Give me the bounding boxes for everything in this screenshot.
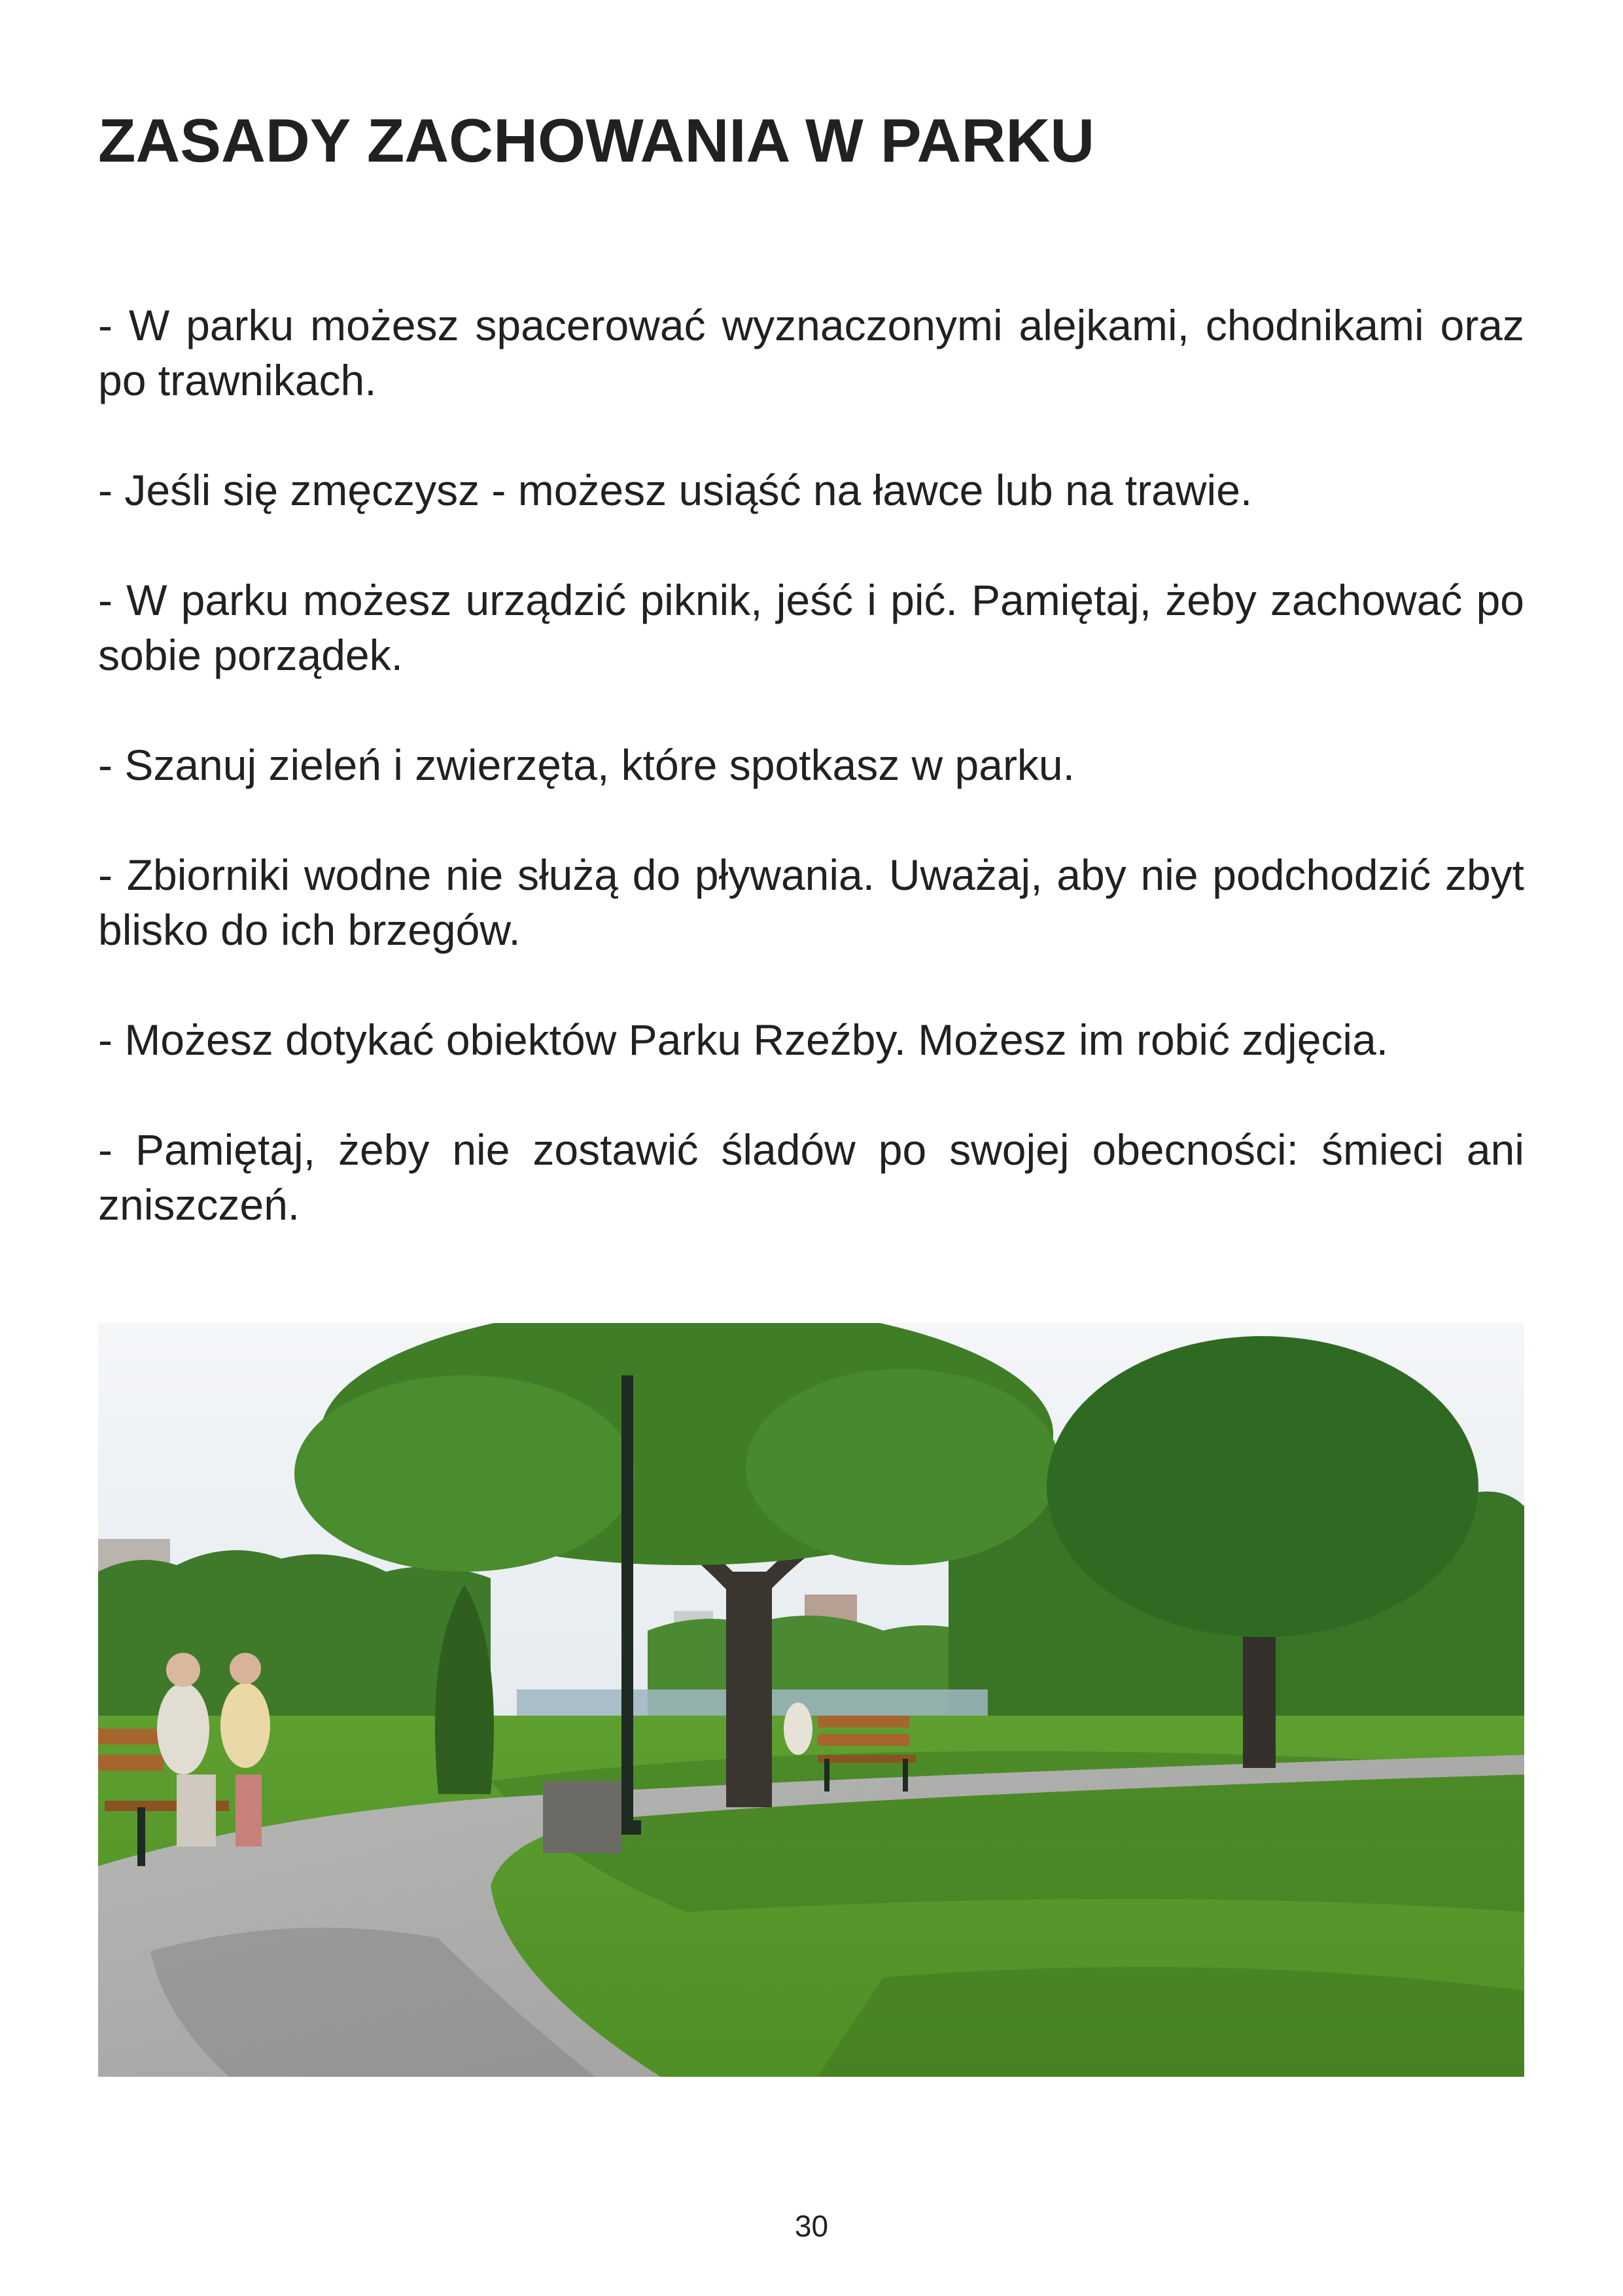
person-head (230, 1653, 261, 1684)
rule-item: - W parku możesz urządzić piknik, jeść i pić. Pamiętaj, żeby zachować po sobie porządek. (98, 576, 1524, 679)
bench-leg (903, 1759, 908, 1792)
tree-canopy (1047, 1336, 1478, 1637)
lamp-post (621, 1375, 633, 1833)
stone-bin (543, 1781, 621, 1853)
tree-canopy (294, 1375, 635, 1572)
rule-item: - Zbiorniki wodne nie służą do pływania. Uważaj, aby nie podchodzić zbyt blisko do ich brzegów. (98, 851, 1524, 954)
bench-leg (824, 1759, 829, 1792)
page-number: 30 (794, 2209, 829, 2243)
lawn-shadow (818, 1967, 1524, 2077)
bench-seat (818, 1755, 916, 1763)
person-legs (236, 1775, 262, 1846)
page-title: ZASADY ZACHOWANIA W PARKU (98, 106, 1095, 175)
person (157, 1683, 209, 1775)
bench-back (818, 1734, 909, 1746)
rule-item: - Szanuj zieleń i zwierzęta, które spotkasz w parku. (98, 741, 1075, 789)
person-head (166, 1653, 200, 1687)
park-photo (98, 1323, 1524, 2077)
bench-back (818, 1716, 909, 1727)
rule-item: - Jeśli się zmęczysz - możesz usiąść na ławce lub na trawie. (98, 466, 1253, 514)
rule-item: - W parku możesz spacerować wyznaczonymi alejkami, chodnikami oraz po trawnikach. (98, 301, 1524, 404)
person-legs (177, 1775, 216, 1846)
bench-back (98, 1729, 164, 1744)
person (784, 1703, 812, 1755)
tree-canopy (746, 1369, 1060, 1565)
rule-item: - Pamiętaj, żeby nie zostawić śladów po swojej obecności: śmieci ani zniszczeń. (98, 1125, 1524, 1229)
park-photo-illustration (98, 1323, 1524, 2077)
bench-back (98, 1755, 164, 1771)
rule-item: - Możesz dotykać obiektów Parku Rzeźby. Możesz im robić zdjęcia. (98, 1016, 1389, 1064)
rules-list (98, 298, 1524, 1287)
bench-leg (137, 1807, 145, 1866)
background-trees (98, 1550, 491, 1729)
tree-trunk (726, 1572, 772, 1807)
person (220, 1683, 270, 1768)
